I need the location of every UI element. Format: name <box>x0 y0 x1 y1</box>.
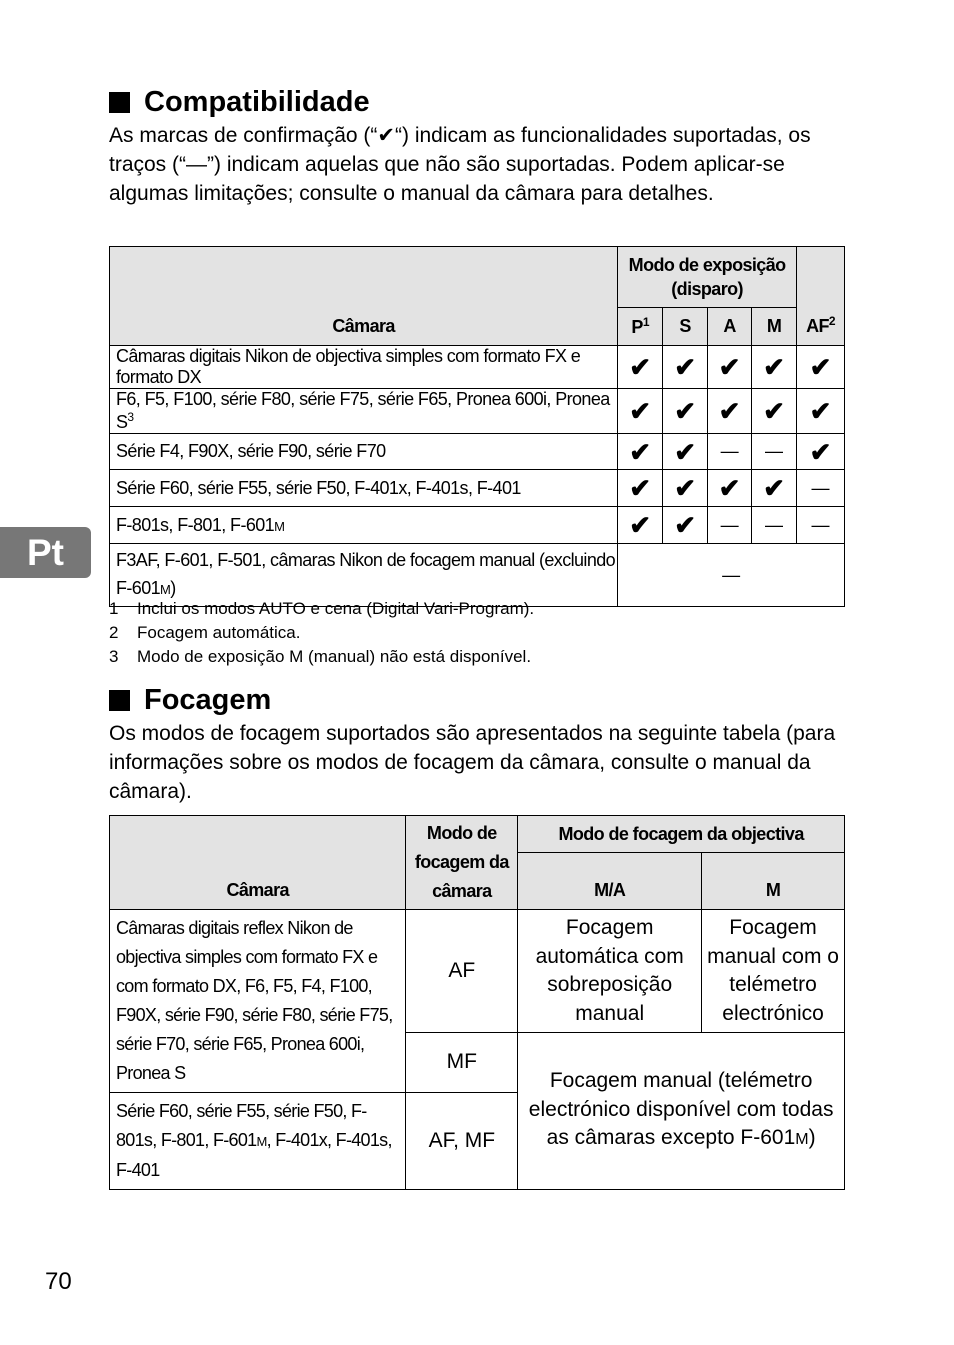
m-cell: Focagem manual com o telémetro electrónico <box>702 910 845 1033</box>
dash-mark: — <box>618 544 845 607</box>
manual-focus-cell: Focagem manual (telémetro electrónico disponível com todas as câmaras excepto F-601M) <box>518 1033 845 1190</box>
check-icon: ✔ <box>663 389 708 434</box>
dash-mark: — <box>797 470 845 507</box>
dash-mark: — <box>752 507 797 544</box>
dash-mark: — <box>708 434 752 470</box>
section-heading-focagem <box>109 684 271 716</box>
camera-cell: Série F4, F90X, série F90, série F70 <box>110 434 618 470</box>
footnote: 3 Modo de exposição M (manual) não está disponível. <box>109 647 532 666</box>
dash-mark: — <box>797 507 845 544</box>
focus-mode-cell: AF, MF <box>406 1093 518 1190</box>
footnote: 1 Inclui os modos AUTO e cena (Digital Vari-Program). <box>109 599 535 618</box>
square-bullet-icon <box>109 690 130 711</box>
camera-cell: F6, F5, F100, série F80, série F75, série F65, Pronea 600i, Pronea $S^3$ <box>110 389 618 434</box>
header-mode-s: S <box>663 308 708 346</box>
check-icon: ✔ <box>708 346 752 389</box>
section-title: Focagem <box>144 684 272 716</box>
check-icon: ✔ <box>618 389 663 434</box>
camera-cell: Série F60, série F55, série F50, F-401x, F-401s, F-401 <box>110 470 618 507</box>
table-row <box>110 434 845 470</box>
header-af: $AF^2$ <box>797 247 845 346</box>
check-icon: ✔ <box>797 389 845 434</box>
language-tab: Pt <box>0 527 91 578</box>
check-icon: ✔ <box>797 346 845 389</box>
footnote: 2 Focagem automática. <box>109 623 301 642</box>
camera-cell: Câmaras digitais Nikon de objectiva simples com formato FX e formato DX <box>110 346 618 389</box>
table-row <box>110 470 845 507</box>
check-icon: ✔ <box>797 434 845 470</box>
header-mode-a: A <box>708 308 752 346</box>
header-camera: Câmara <box>110 816 406 910</box>
header-ma: M/A <box>518 853 702 910</box>
compatibility-table <box>109 246 845 607</box>
check-icon: ✔ <box>618 346 663 389</box>
camera-cell: Câmaras digitais reflex Nikon de objectiva simples com formato FX e com formato DX, F6, F5, F4, F100, F90X, série F90, série F80, série F75, série F70, série F65, Pronea 600i, Pronea S <box>110 910 406 1093</box>
dash-mark: — <box>708 507 752 544</box>
dash-mark: — <box>752 434 797 470</box>
check-icon: ✔ <box>618 434 663 470</box>
section-intro: As marcas de confirmação (“✔“) indicam as funcionalidades suportadas, os traços (“—”) indicam aquelas que não são suportadas. Podem aplicar-se algumas limitações; consulte o manual da câmara para detalhes. <box>109 124 811 205</box>
square-bullet-icon <box>109 92 130 113</box>
focus-mode-table <box>109 815 845 1190</box>
check-icon: ✔ <box>618 470 663 507</box>
check-icon: ✔ <box>618 507 663 544</box>
check-icon: ✔ <box>708 389 752 434</box>
check-icon: ✔ <box>752 470 797 507</box>
check-icon: ✔ <box>752 346 797 389</box>
header-camera-focus-mode: Modo de focagem da câmara <box>406 816 518 910</box>
header-mode-p: $P^1$ <box>618 308 663 346</box>
focus-mode-cell: AF <box>406 910 518 1033</box>
check-icon: ✔ <box>708 470 752 507</box>
table-row <box>110 910 845 1033</box>
camera-cell: F3AF, F-601, F-501, câmaras Nikon de focagem manual (excluindo F-601M) <box>110 544 618 607</box>
header-exposure-mode: Modo de exposição (disparo) <box>618 247 797 308</box>
table-row <box>110 389 845 434</box>
check-icon: ✔ <box>752 389 797 434</box>
header-lens-focus-mode: Modo de focagem da objectiva <box>518 816 845 853</box>
header-m: M <box>702 853 845 910</box>
section-intro: Os modos de focagem suportados são apresentados na seguinte tabela (para informações sobre os modos de focagem da câmara, consulte o manual da câmara). <box>109 722 836 803</box>
check-icon: ✔ <box>663 434 708 470</box>
table-row <box>110 346 845 389</box>
camera-cell: Série F60, série F55, série F50, F-801s, F-801, F-601M, F-401x, F-401s, F-401 <box>110 1093 406 1190</box>
check-icon: ✔ <box>663 470 708 507</box>
section-title: Compatibilidade <box>144 86 370 118</box>
check-icon: ✔ <box>663 507 708 544</box>
ma-cell: Focagem automática com sobreposição manual <box>518 910 702 1033</box>
header-mode-m: M <box>752 308 797 346</box>
table-row <box>110 507 845 544</box>
camera-cell: F-801s, F-801, F-601M <box>110 507 618 544</box>
focus-mode-cell: MF <box>406 1033 518 1093</box>
page-number: 70 <box>45 1268 72 1295</box>
header-camera: Câmara <box>110 247 618 346</box>
check-icon: ✔ <box>663 346 708 389</box>
footnotes <box>109 597 534 669</box>
section-heading-compatibilidade <box>109 86 370 118</box>
